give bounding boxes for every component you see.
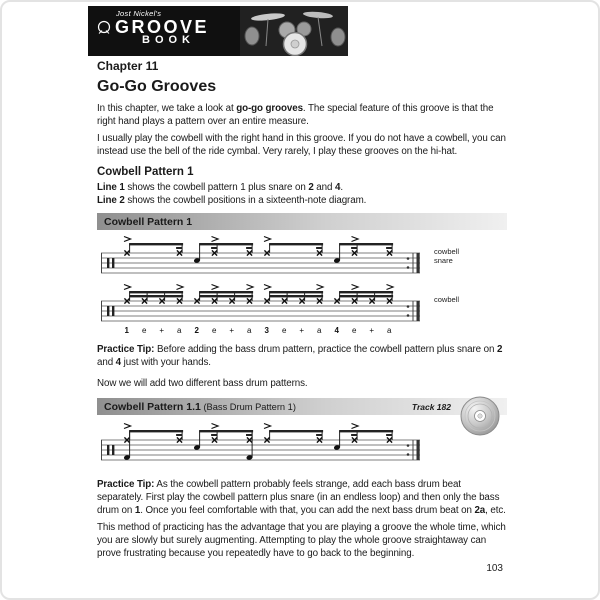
counting-label: a (247, 326, 252, 335)
text-segment-bold: 4 (115, 357, 122, 368)
notation-block-1 (97, 235, 507, 279)
logo-byline: Jost Nickel's (116, 9, 162, 18)
logo-title-row (96, 19, 240, 35)
practice-tip-1 (97, 343, 507, 369)
section-heading: Cowbell Pattern 1 (97, 166, 194, 178)
logo-subtitle: BOOK (142, 34, 195, 46)
notation-staff-sixteenth-diagram (97, 283, 427, 327)
counting-label: e (212, 326, 217, 335)
text-segment-bold: Practice Tip: (97, 344, 155, 355)
notation-staff-cowbell-snare (97, 235, 427, 279)
interlude-text: Now we will add two different bass drum patterns. (97, 378, 308, 389)
counting-label: 3 (264, 326, 269, 335)
text-segment: and (97, 357, 116, 368)
example2-banner (97, 398, 507, 415)
cowbell-label: cowbell (434, 247, 460, 256)
section-line-1 (97, 181, 507, 194)
counting-label: a (317, 326, 322, 335)
intro-paragraph-2: I usually play the cowbell with the right hand in this groove. If you do not have a cowbell, you can instead use the bell of the ride cymbal. Very rarely, I play these grooves on the hi-hat. (97, 133, 506, 157)
chapter-header-band (88, 6, 348, 56)
practice-tip-2-continued: This method of practicing has the advantage that you are playing a groove the whole time, which you are slowly but surely augmenting. Attempting to play the whole groove straightaway can prove frustrating because you repeatedly have to go back to the beginning. (97, 522, 506, 559)
example1-banner (97, 213, 507, 230)
practice-tip-2 (97, 478, 507, 517)
text-segment-bold: 2 (308, 182, 314, 193)
banner-title: Cowbell Pattern 1.1 (104, 400, 201, 413)
staff-labels (434, 247, 459, 265)
text-segment: shows the cowbell positions in a sixteenth-note diagram. (124, 195, 367, 206)
text-segment: just with your hands. (121, 357, 211, 368)
snare-label: snare (434, 256, 453, 265)
drum-kit-photo (240, 6, 348, 56)
bass-drum-icon (96, 20, 112, 35)
chapter-label: Chapter 11 (97, 59, 159, 73)
text-segment-bold: Line 1 (97, 182, 125, 193)
counting-label: 1 (124, 326, 129, 335)
section-line-2 (97, 194, 507, 207)
logo-title: GROOVE (115, 17, 210, 37)
text-segment: . The special feature of this groove is that the right hand plays a pattern over an entire measure. (97, 103, 494, 127)
page-content (97, 78, 507, 560)
counting-label: a (387, 326, 392, 335)
counting-label: + (229, 326, 235, 335)
counting-label: + (369, 326, 375, 335)
text-segment-bold: 1 (134, 505, 141, 516)
text-segment-bold: go-go grooves (236, 103, 303, 114)
counting-label: + (299, 326, 305, 335)
text-segment: . Once you feel comfortable with that, you can add the next bass drum beat on (140, 505, 475, 516)
notation-staff-full-groove (97, 422, 427, 468)
cd-disc-icon (459, 395, 501, 437)
counting-label: e (352, 326, 357, 335)
counting-label: a (177, 326, 182, 335)
counting-label: + (159, 326, 165, 335)
notation-block-3 (97, 422, 507, 468)
text-segment-bold: 2a (474, 505, 486, 516)
text-segment-bold: 2 (496, 344, 503, 355)
counting-label: 4 (334, 326, 339, 335)
text-segment: shows the cowbell pattern 1 plus snare on (124, 182, 309, 193)
text-segment: and (313, 182, 335, 193)
page-title: Go-Go Grooves (97, 78, 217, 95)
staff-labels (434, 295, 459, 304)
text-segment: As the cowbell pattern probably feels strange, add each bass drum beat separately. First play the cowbell pattern plus snare (in an endless loop) and then only the bass drum on (97, 479, 500, 516)
text-segment: . (340, 182, 343, 193)
text-segment: , etc. (485, 505, 506, 516)
cowbell-label: cowbell (434, 295, 460, 304)
track-label: Track 182 (411, 402, 451, 412)
counting-row (97, 326, 507, 335)
text-segment-bold: Practice Tip: (97, 479, 155, 490)
counting-label: e (282, 326, 287, 335)
text-segment: Before adding the bass drum pattern, practice the cowbell pattern plus snare on (154, 344, 497, 355)
text-segment-bold: 4 (334, 182, 341, 193)
text-segment: In this chapter, we take a look at (97, 103, 237, 114)
intro-paragraph-1 (97, 102, 507, 128)
groove-book-logo (88, 6, 240, 56)
text-segment-bold: Line 2 (97, 195, 125, 206)
page-number: 103 (486, 563, 503, 574)
counting-label: e (142, 326, 147, 335)
counting-label: 2 (194, 326, 199, 335)
notation-block-2 (97, 283, 507, 335)
banner-subtitle: (Bass Drum Pattern 1) (200, 401, 296, 412)
banner-title: Cowbell Pattern 1 (104, 215, 193, 228)
